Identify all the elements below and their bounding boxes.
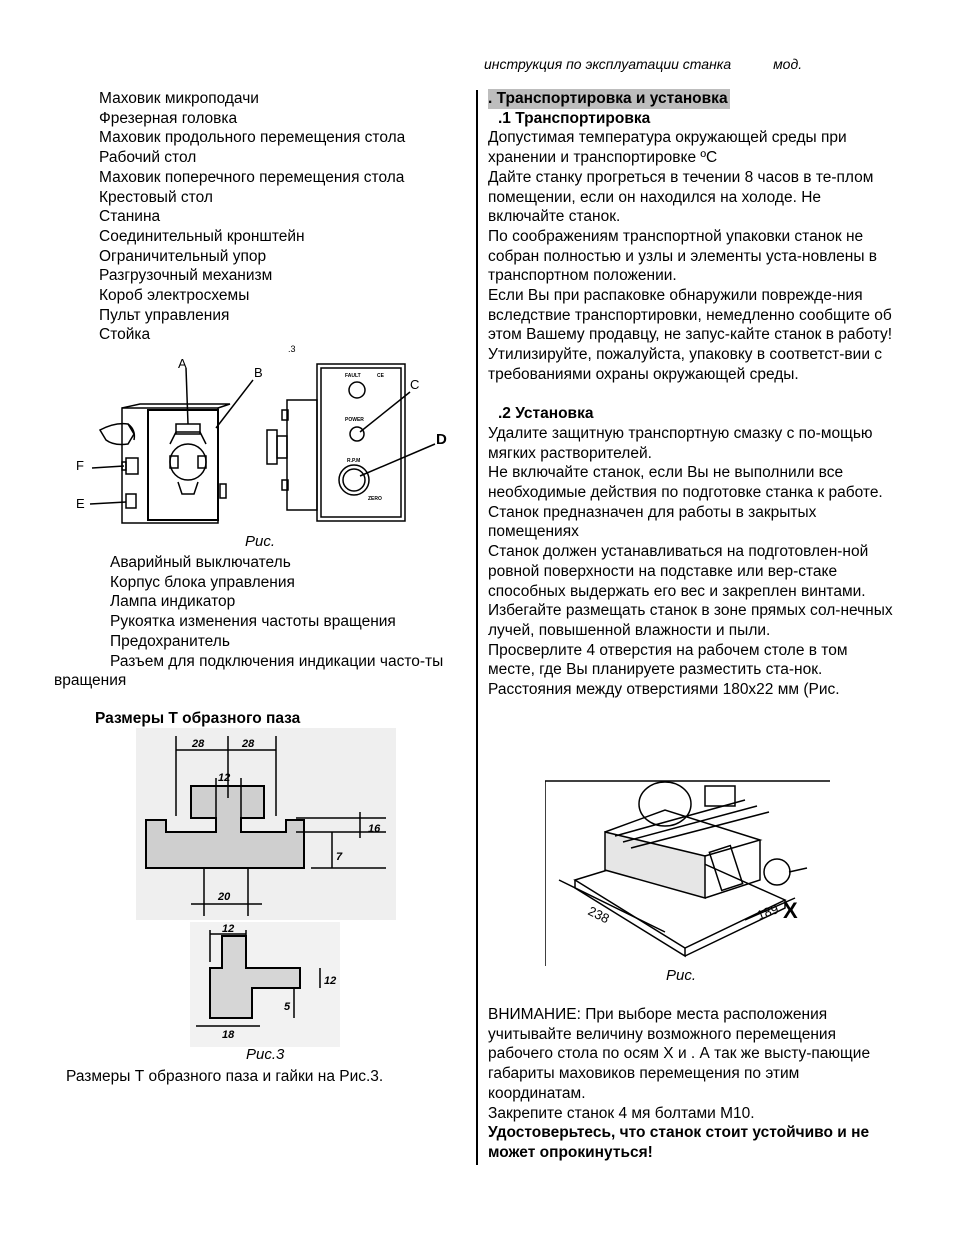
right-column: [488, 89, 893, 700]
list-item: Лампа индикатор: [110, 593, 236, 611]
nut-dim-12b: 12: [324, 975, 337, 987]
list-item: Ограничительный упор: [99, 247, 267, 265]
paragraph: Просверлите 4 отверстия на рабочем столе в том месте, где Вы планируете разместить ста-нок. Расстояния между отверстиями 180х22 мм (Рис.: [488, 641, 848, 699]
tslot-caption: Рис.3: [246, 1046, 285, 1063]
paragraph: Дайте станку прогреться в течении 8 часов в те-плом помещении, если он находился на холоде. Не включайте станок.: [488, 168, 874, 226]
list-item: Рабочий стол: [99, 149, 197, 167]
label-f: F: [76, 458, 84, 473]
paragraph: Станок должен устанавливаться на подготовлен-ной ровной поверхности на подставке или вер-стаке способных выдержать его вес и закреплен винтами.: [488, 543, 869, 600]
figure-caption: Рис.: [245, 533, 276, 550]
header-title: инструкция по эксплуатации станка: [484, 56, 732, 72]
parts-list: [99, 89, 405, 345]
paragraph: Станок предназначен для работы в закрытых помещениях: [488, 503, 817, 541]
paragraph: Закрепите станок 4 мя болтами М10.: [488, 1104, 755, 1122]
paragraph: Удалите защитную транспортную смазку с по-мощью мягких растворителей.: [488, 424, 873, 462]
list-item: Рукоятка изменения частоты вращения: [110, 613, 396, 631]
list-item: Маховик микроподачи: [99, 90, 259, 107]
tslot-heading: Размеры Т образного паза: [95, 710, 301, 727]
page-mark: .3: [288, 344, 296, 354]
warning-block: [488, 1005, 893, 1163]
panel-rpm: R.P.M: [347, 458, 361, 464]
list-item: Корпус блока управления: [110, 573, 295, 591]
subsection-title-transport: .1 Транспортировка: [498, 109, 651, 127]
column-divider: [476, 90, 478, 1165]
label-b: B: [254, 365, 263, 380]
nut-dim-12: 12: [222, 923, 235, 935]
list-item: Разъем для подключения индикации часто-ты вращения: [54, 652, 444, 690]
dim-189: 189: [754, 901, 781, 923]
list-item: Стойка: [99, 326, 151, 344]
label-d: D: [436, 431, 447, 448]
paragraph: Не включайте станок, если Вы не выполнили все необходимые действия по подготовке станка к работе.: [488, 464, 883, 502]
dim-238: 238: [585, 903, 612, 927]
running-header: [484, 56, 802, 72]
control-box-figure: [70, 344, 460, 529]
paragraph: Избегайте размещать станок в зоне прямых сол-нечных лучей, повышенной влажности и пыли.: [488, 602, 893, 639]
machine-base-figure: [545, 780, 830, 966]
tslot-description: Размеры Т образного паза и гайки на Рис.3.: [66, 1068, 384, 1085]
dim-12: 12: [218, 772, 231, 784]
dim-28b: 28: [242, 738, 255, 750]
label-a: A: [178, 356, 187, 371]
dim-7: 7: [336, 851, 343, 863]
list-item: Маховик продольного перемещения стола: [99, 129, 406, 147]
axis-x-label: X: [783, 898, 798, 923]
header-model: мод.: [773, 56, 803, 72]
tnut-figure: [190, 922, 340, 1047]
list-item: Разгрузочный механизм: [99, 267, 273, 285]
list-item: Короб электросхемы: [99, 287, 250, 305]
list-item: Крестовый стол: [99, 188, 213, 206]
list-item: Маховик поперечного перемещения стола: [99, 168, 405, 186]
panel-zero: ZERO: [368, 496, 382, 502]
label-c: C: [410, 377, 420, 392]
dim-20: 20: [218, 891, 231, 903]
stability-warning: Удостоверьтесь, что станок стоит устойчиво и не может опрокинуться!: [488, 1124, 870, 1161]
dim-28a: 28: [192, 738, 205, 750]
list-item: Станина: [99, 208, 161, 226]
panel-fault: FAULT: [345, 373, 361, 379]
nut-dim-18: 18: [222, 1029, 235, 1041]
list-item: Фрезерная головка: [99, 109, 238, 127]
paragraph: Утилизируйте, пожалуйста, упаковку в соответст-вии с требованиями охраны окружающей среды.: [488, 346, 883, 383]
list-item: Соединительный кронштейн: [99, 227, 305, 245]
list-item: Предохранитель: [110, 632, 230, 650]
subsection-title-install: .2 Установка: [498, 405, 594, 423]
paragraph: Если Вы при распаковке обнаружили поврежде-ния вследствие транспортировки, немедленно сообщите об этом Вашему продавцу, не запус-кайте станок в работу!: [488, 287, 893, 344]
list-item: Аварийный выключатель: [110, 554, 291, 571]
panel-ce: CE: [377, 373, 384, 379]
section-title: . Транспортировка и установка: [488, 90, 728, 107]
nut-dim-5: 5: [284, 1001, 291, 1013]
paragraph: ВНИМАНИЕ: При выборе места расположения учитывайте величину возможного перемещения рабочего стола по осям Х и . А так же высту-пающие габариты маховиков перемещения по этим координатам.: [488, 1006, 871, 1102]
tslot-figure: [136, 728, 396, 920]
panel-items-list: [54, 553, 464, 691]
paragraph: По соображениям транспортной упаковки станок не собран полностью и узлы и элементы уста-новлены в транспортном положении.: [488, 227, 877, 285]
label-e: E: [76, 496, 85, 511]
machine-figure-caption: Рис.: [666, 967, 697, 984]
list-item: Пульт управления: [99, 306, 230, 324]
dim-16: 16: [368, 823, 381, 835]
panel-power: POWER: [345, 417, 364, 423]
paragraph: Допустимая температура окружающей среды при хранении и транспортировке ºС: [488, 129, 847, 167]
